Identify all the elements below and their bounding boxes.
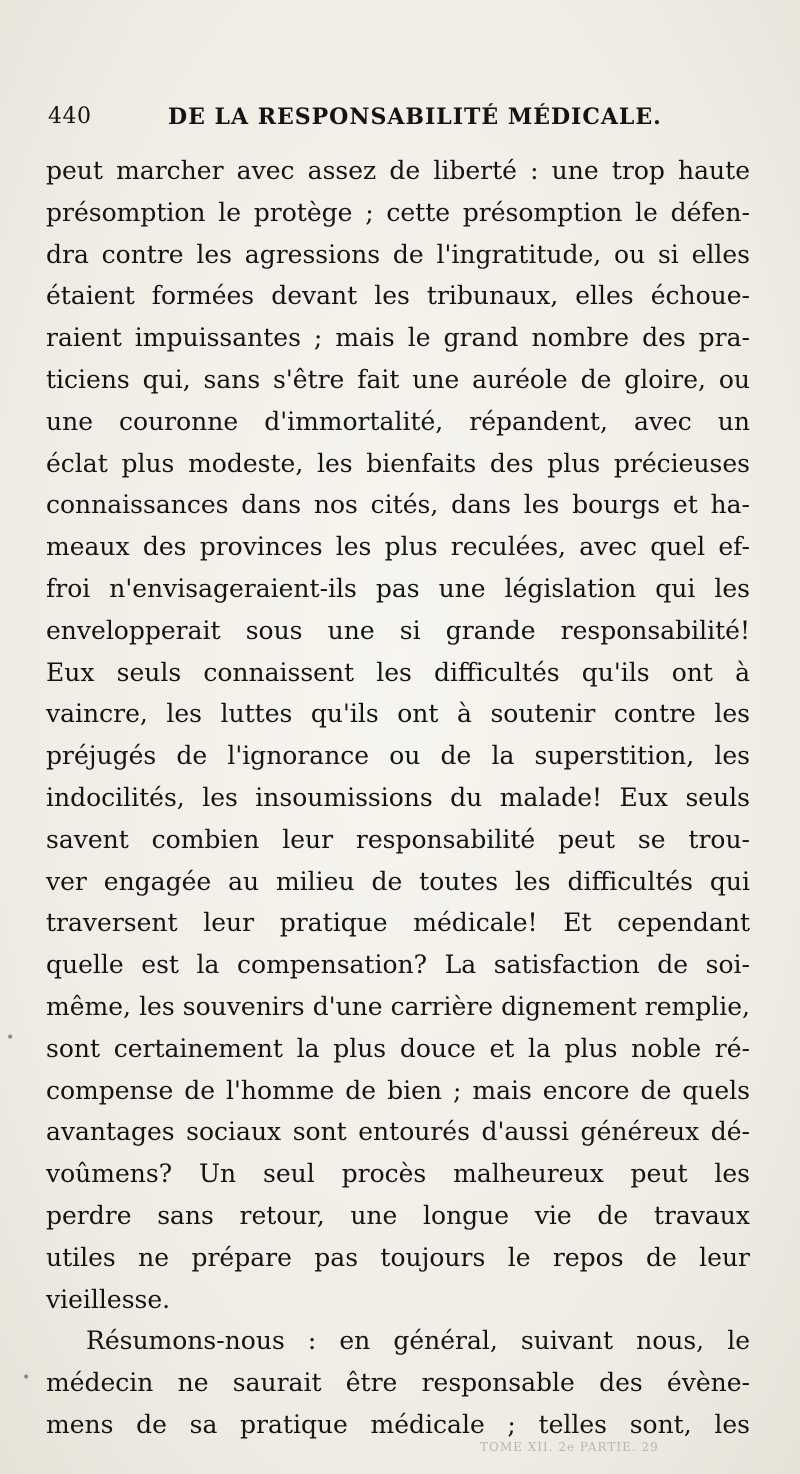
text-line: étaient formées devant les tribunaux, elles échoue- (46, 281, 750, 311)
signature-mark: TOME XII. 2e PARTIE. 29 (480, 1440, 659, 1454)
text-line: présomption le protège ; cette présomption le défen- (46, 197, 750, 227)
text-line: médecin ne saurait être responsable des évène- (46, 1368, 750, 1398)
text-line: préjugés de l'ignorance ou de la superstition, les (46, 741, 750, 771)
text-line: indocilités, les insoumissions du malade! Eux seuls (46, 782, 750, 812)
text-line: traversent leur pratique médicale! Et cependant (46, 908, 750, 938)
text-line: vaincre, les luttes qu'ils ont à soutenir contre les (46, 699, 750, 729)
text-line: Eux seuls connaissent les difficultés qu'ils ont à (46, 657, 750, 687)
text-line: froi n'envisageraient-ils pas une législation qui les (46, 573, 750, 603)
paragraph-start-line: Résumons-nous : en général, suivant nous, le (86, 1326, 750, 1356)
text-line: voûmens? Un seul procès malheureux peut les (46, 1159, 750, 1189)
text-line: meaux des provinces les plus reculées, avec quel ef- (46, 532, 750, 562)
body-text (46, 150, 750, 1446)
text-line: connaissances dans nos cités, dans les bourgs et ha- (46, 490, 750, 520)
text-line: une couronne d'immortalité, répandent, avec un (46, 406, 750, 436)
running-head: DE LA RESPONSABILITÉ MÉDICALE. (168, 104, 662, 130)
text-line: ver engagée au milieu de toutes les difficultés qui (46, 866, 750, 896)
ink-speck: • (22, 1370, 31, 1386)
text-line: sont certainement la plus douce et la plus noble ré- (46, 1033, 750, 1063)
text-line: ticiens qui, sans s'être fait une auréole de gloire, ou (46, 364, 750, 394)
text-line: mens de sa pratique médicale ; telles sont, les (46, 1409, 750, 1439)
text-line: savent combien leur responsabilité peut se trou- (46, 824, 750, 854)
text-line: envelopperait sous une si grande responsabilité! (46, 615, 750, 645)
text-line: avantages sociaux sont entourés d'aussi généreux dé- (46, 1117, 750, 1147)
text-line: raient impuissantes ; mais le grand nombre des pra- (46, 323, 750, 353)
text-line: éclat plus modeste, les bienfaits des plus précieuses (46, 448, 750, 478)
text-line: peut marcher avec assez de liberté : une trop haute (46, 156, 750, 185)
text-line: même, les souvenirs d'une carrière dignement remplie, (46, 991, 750, 1021)
page-header (48, 104, 728, 140)
page-number: 440 (48, 104, 92, 129)
text-line: quelle est la compensation? La satisfaction de soi- (46, 950, 750, 980)
paragraph-end-line: vieillesse. (46, 1284, 171, 1314)
ink-speck: • (6, 1030, 15, 1046)
text-line: utiles ne prépare pas toujours le repos de leur (46, 1242, 750, 1272)
text-line: perdre sans retour, une longue vie de travaux (46, 1200, 750, 1230)
text-line: compense de l'homme de bien ; mais encore de quels (46, 1075, 750, 1105)
text-line: dra contre les agressions de l'ingratitude, ou si elles (46, 239, 750, 269)
